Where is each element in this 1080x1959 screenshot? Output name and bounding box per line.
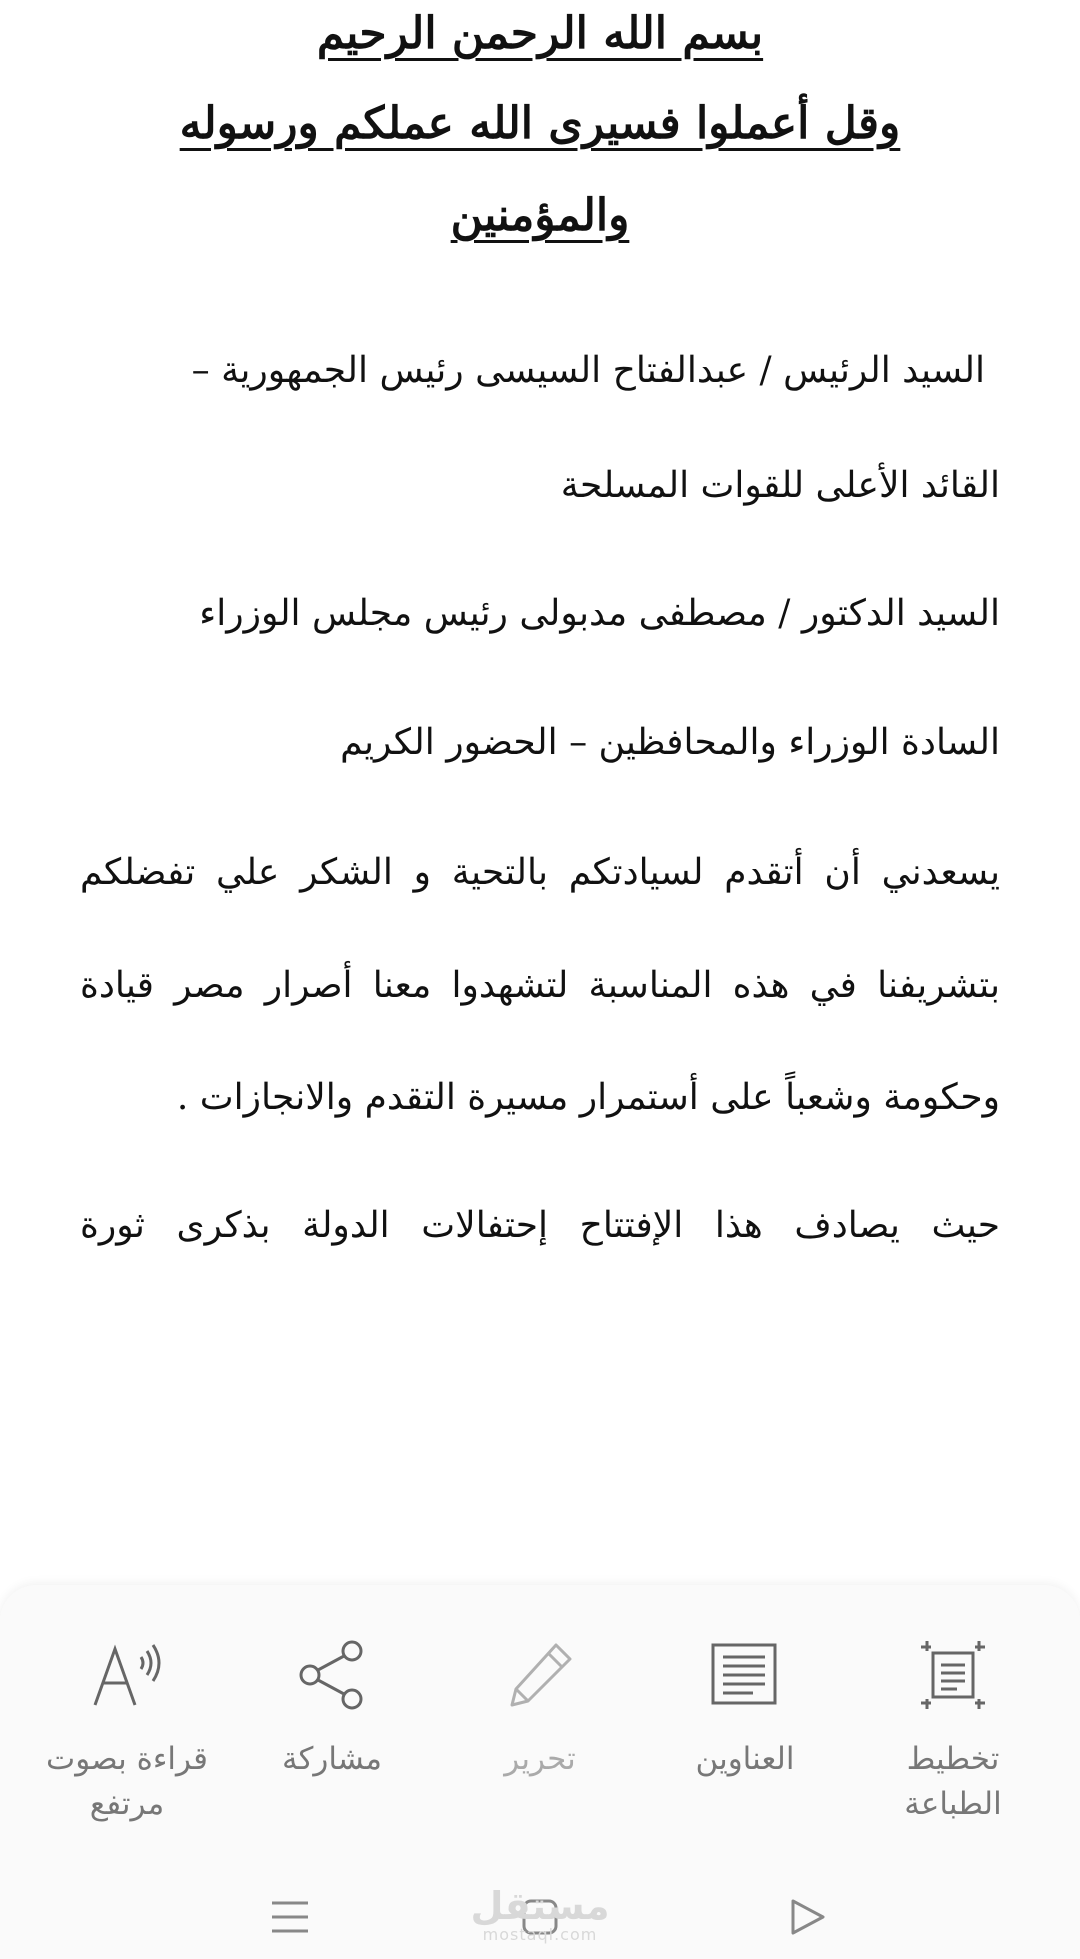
paragraph-line: السيد الرئيس / عبدالفتاح السيسى رئيس الجمهورية –	[191, 350, 985, 391]
document-title-basmala: بسم الله الرحمن الرحيم	[316, 8, 764, 59]
read-aloud-label: قراءة بصوت مرتفع	[46, 1741, 208, 1822]
share-label: مشاركة	[281, 1741, 383, 1777]
document-title-verse-end: والمؤمنين	[450, 190, 630, 241]
paragraph-line: يسعدني أن أتقدم لسيادتكم بالتحية و الشكر علي تفضلكم	[80, 852, 1000, 893]
back-button[interactable]	[757, 1875, 857, 1959]
headings-label: العناوين	[695, 1741, 795, 1777]
watermark-subtext: mostaql.com	[482, 1925, 598, 1944]
watermark-text: مستقل	[470, 1884, 610, 1928]
paragraph-line: بتشريفنا في هذه المناسبة لتشهدوا معنا أصرار مصر قيادة	[80, 965, 1000, 1006]
edit-button[interactable]	[440, 1635, 640, 1782]
recent-apps-button[interactable]	[240, 1875, 340, 1959]
paragraph-line: السادة الوزراء والمحافظين – الحضور الكريم	[340, 722, 1000, 763]
home-square-icon	[520, 1897, 560, 1937]
back-triangle-icon	[787, 1897, 827, 1937]
read-aloud-button[interactable]	[27, 1635, 227, 1827]
bottom-toolbar	[0, 1585, 1080, 1959]
system-navigation-bar	[0, 1875, 1080, 1959]
share-icon	[296, 1639, 368, 1711]
paragraph-line: السيد الدكتور / مصطفى مدبولى رئيس مجلس الوزراء	[199, 593, 1000, 634]
home-button[interactable]	[490, 1875, 590, 1959]
headings-icon	[709, 1639, 781, 1711]
document-title-verse: وقل أعملوا فسيرى الله عملكم ورسوله	[179, 98, 901, 149]
pencil-icon	[504, 1639, 576, 1711]
print-layout-icon	[917, 1639, 989, 1711]
edit-label: تحرير	[504, 1741, 576, 1777]
paragraph-line: القائد الأعلى للقوات المسلحة	[560, 465, 1000, 506]
print-layout-button[interactable]	[853, 1635, 1053, 1827]
paragraph-line: حيث يصادف هذا الإفتتاح إحتفالات الدولة بذكرى ثورة	[80, 1205, 1000, 1246]
print-layout-label: تخطيط الطباعة	[904, 1741, 1002, 1822]
paragraph-line: وحكومة وشعباً على أستمرار مسيرة التقدم والانجازات .	[176, 1077, 1000, 1118]
read-aloud-icon	[87, 1639, 167, 1711]
menu-lines-icon	[270, 1897, 310, 1937]
share-button[interactable]	[232, 1635, 432, 1782]
headings-button[interactable]	[645, 1635, 845, 1782]
